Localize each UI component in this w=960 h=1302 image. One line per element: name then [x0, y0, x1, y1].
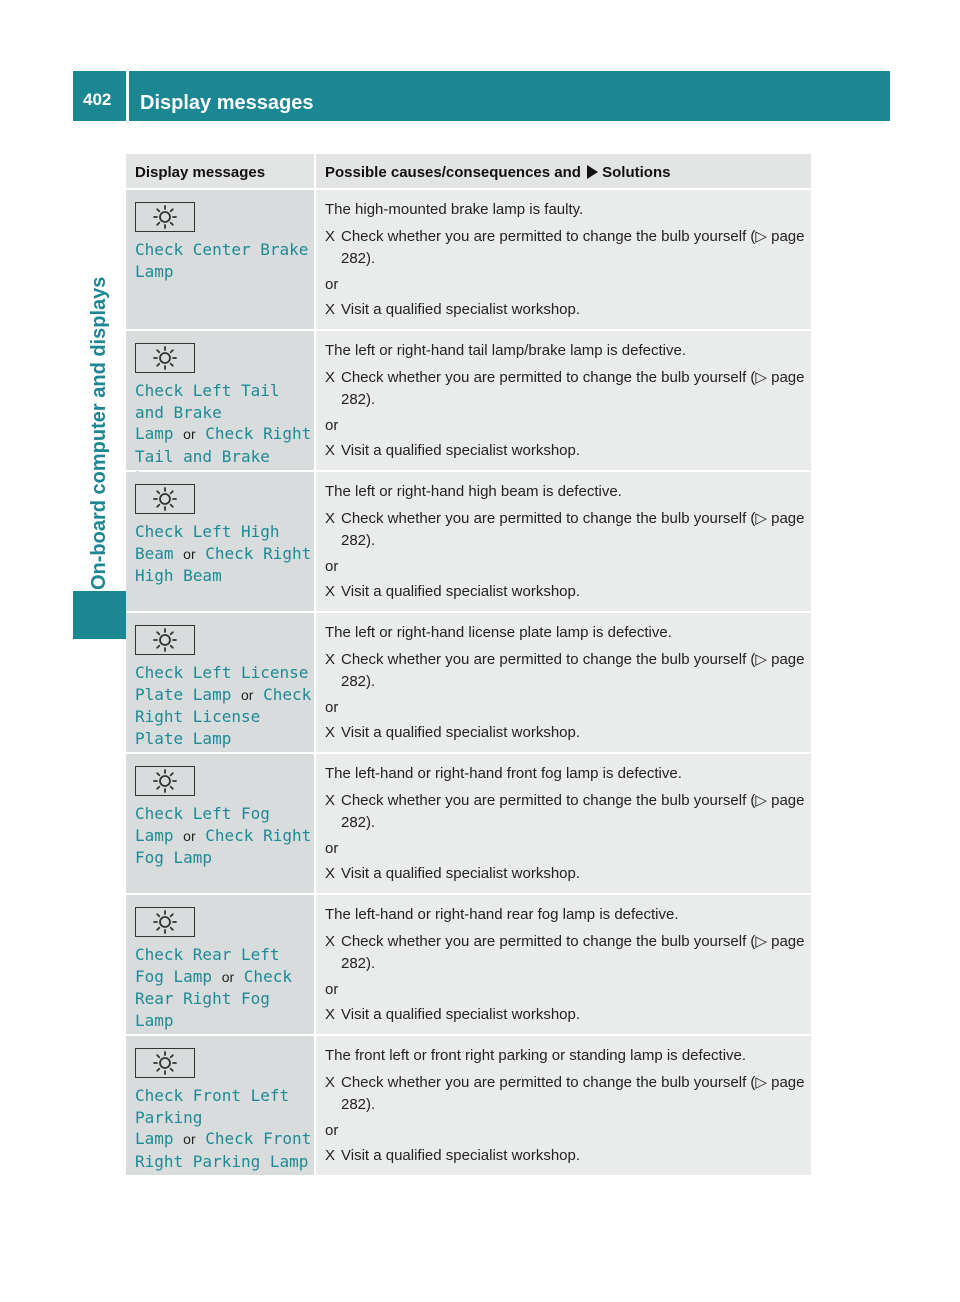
bulb-icon — [135, 907, 195, 937]
step-visit-workshop — [325, 440, 811, 462]
causes-solutions-cell — [314, 754, 811, 893]
bulb-icon — [135, 202, 195, 232]
x-mark-icon: X — [325, 228, 336, 245]
x-mark-icon: X — [325, 301, 336, 318]
x-mark-icon: X — [325, 792, 336, 809]
table-row — [126, 613, 811, 752]
display-message-text — [135, 803, 314, 869]
bulb-icon — [135, 1048, 195, 1078]
causes-solutions-cell — [314, 613, 811, 752]
x-mark-icon: X — [325, 442, 336, 459]
message-primary: Check Left High Beam — [135, 522, 280, 563]
step-visit-workshop — [325, 1004, 811, 1026]
causes-solutions-cell — [314, 895, 811, 1034]
message-alternative: Check Right License Plate Lamp — [135, 684, 312, 748]
step-check-bulb — [325, 226, 811, 270]
step-check-bulb-text: Check whether you are permitted to change the bulb yourself (▷ page 282). — [341, 933, 805, 972]
display-message-text — [135, 521, 314, 587]
message-alternative: Check Rear Right Fog Lamp — [135, 966, 292, 1030]
bulb-icon — [135, 625, 195, 655]
side-tab-label: On-board computer and displays — [88, 276, 110, 590]
step-check-bulb-text: Check whether you are permitted to change the bulb yourself (▷ page 282). — [341, 510, 805, 549]
step-check-bulb — [325, 649, 811, 693]
table-row — [126, 895, 811, 1034]
x-mark-icon: X — [325, 933, 336, 950]
display-message-cell — [126, 613, 314, 752]
display-message-cell — [126, 331, 314, 470]
x-mark-icon: X — [325, 510, 336, 527]
cause-text: The left or right-hand tail lamp/brake lamp is defective. — [325, 342, 687, 359]
header-causes-label: Possible causes/consequences and — [325, 164, 581, 181]
causes-solutions-cell — [314, 1036, 811, 1175]
cause-text: The left or right-hand license plate lamp is defective. — [325, 624, 672, 641]
causes-solutions-cell — [314, 190, 811, 329]
display-messages-table — [126, 154, 811, 1175]
step-visit-workshop — [325, 722, 811, 744]
step-check-bulb-text: Check whether you are permitted to change the bulb yourself (▷ page 282). — [341, 369, 805, 408]
message-primary: Check Left License Plate Lamp — [135, 663, 309, 704]
cause-text: The left or right-hand high beam is defective. — [325, 483, 622, 500]
cause-text: The high-mounted brake lamp is faulty. — [325, 201, 584, 218]
step-visit-workshop — [325, 1145, 811, 1167]
message-alternative: Check Right Tail and Brake — [135, 424, 312, 466]
table-row — [126, 331, 811, 470]
display-message-cell — [126, 754, 314, 893]
header-solutions-label: Solutions — [602, 164, 671, 181]
table-row — [126, 754, 811, 893]
message-or: or — [240, 686, 254, 703]
page-number: 402 — [73, 71, 126, 121]
play-arrow-icon — [587, 165, 598, 179]
display-message-cell — [126, 1036, 314, 1175]
step-check-bulb-text: Check whether you are permitted to change the bulb yourself (▷ page 282). — [341, 792, 805, 831]
step-visit-workshop-text: Visit a qualified specialist workshop. — [341, 301, 581, 318]
message-alternative: Check Right Fog Lamp — [135, 825, 312, 867]
bulb-icon — [135, 343, 195, 373]
display-message-text — [135, 662, 314, 749]
display-message-cell — [126, 472, 314, 611]
display-message-text — [135, 1085, 314, 1172]
or-separator: or — [325, 699, 339, 716]
table-row — [126, 472, 811, 611]
cause-text: The front left or front right parking or standing lamp is defective. — [325, 1047, 747, 1064]
message-primary: Check Center Brake Lamp — [135, 240, 309, 281]
message-or: or — [183, 545, 196, 562]
step-check-bulb — [325, 367, 811, 411]
or-separator: or — [325, 1122, 339, 1139]
x-mark-icon: X — [325, 1006, 336, 1023]
message-or: or — [221, 968, 235, 985]
table-row — [126, 190, 811, 329]
display-message-text — [135, 944, 314, 1031]
table-body — [126, 190, 811, 1175]
x-mark-icon: X — [325, 1074, 336, 1091]
step-check-bulb — [325, 1072, 811, 1116]
or-separator: or — [325, 840, 339, 857]
display-message-cell — [126, 895, 314, 1034]
step-visit-workshop-text: Visit a qualified specialist workshop. — [341, 1147, 581, 1164]
message-or: or — [183, 426, 196, 442]
x-mark-icon: X — [325, 583, 336, 600]
x-mark-icon: X — [325, 865, 336, 882]
or-separator: or — [325, 981, 339, 998]
table-header — [126, 154, 811, 188]
step-visit-workshop-text: Visit a qualified specialist workshop. — [341, 583, 581, 600]
page-header-title: Display messages — [129, 71, 890, 121]
step-visit-workshop-text: Visit a qualified specialist workshop. — [341, 442, 581, 459]
or-separator: or — [325, 558, 339, 575]
message-or-wrap — [174, 826, 206, 845]
or-separator: or — [325, 417, 339, 434]
message-primary: Check Left Tail and Brake Lamp — [135, 381, 280, 443]
causes-solutions-cell — [314, 472, 811, 611]
message-alternative: Check Right High Beam — [135, 543, 312, 585]
or-separator: or — [325, 276, 339, 293]
x-mark-icon: X — [325, 1147, 336, 1164]
step-check-bulb-text: Check whether you are permitted to change the bulb yourself (▷ page 282). — [341, 1074, 805, 1113]
step-check-bulb-text: Check whether you are permitted to change the bulb yourself (▷ page 282). — [341, 228, 805, 267]
message-or-wrap — [231, 685, 263, 704]
step-check-bulb-text: Check whether you are permitted to change the bulb yourself (▷ page 282). — [341, 651, 805, 690]
table-row — [126, 1036, 811, 1175]
bulb-icon — [135, 484, 195, 514]
display-message-text — [135, 239, 314, 282]
message-primary: Check Rear Left Fog Lamp — [135, 945, 280, 986]
step-visit-workshop — [325, 299, 811, 321]
message-or-wrap — [174, 424, 206, 443]
step-visit-workshop — [325, 581, 811, 603]
x-mark-icon: X — [325, 724, 336, 741]
x-mark-icon: X — [325, 651, 336, 668]
step-visit-workshop-text: Visit a qualified specialist workshop. — [341, 865, 581, 882]
bulb-icon — [135, 766, 195, 796]
message-primary: Check Front Left Parking Lamp — [135, 1086, 290, 1148]
message-or-wrap — [212, 967, 244, 986]
step-check-bulb — [325, 508, 811, 552]
message-alternative: Check Front Right Parking Lamp — [135, 1129, 312, 1171]
step-check-bulb — [325, 931, 811, 975]
step-visit-workshop-text: Visit a qualified specialist workshop. — [341, 1006, 581, 1023]
message-or-wrap — [174, 1129, 206, 1148]
step-check-bulb — [325, 790, 811, 834]
display-message-cell — [126, 190, 314, 329]
header-causes-solutions — [314, 154, 811, 188]
message-or-wrap — [174, 544, 206, 563]
step-visit-workshop — [325, 863, 811, 885]
message-or: or — [183, 1131, 196, 1147]
message-primary: Check Left Fog Lamp — [135, 804, 270, 845]
message-or: or — [183, 827, 196, 844]
header-display-messages: Display messages — [135, 164, 266, 181]
step-visit-workshop-text: Visit a qualified specialist workshop. — [341, 724, 581, 741]
x-mark-icon: X — [325, 369, 336, 386]
side-tab-marker — [73, 591, 126, 639]
cause-text: The left-hand or right-hand rear fog lamp is defective. — [325, 906, 679, 923]
causes-solutions-cell — [314, 331, 811, 470]
cause-text: The left-hand or right-hand front fog lamp is defective. — [325, 765, 682, 782]
